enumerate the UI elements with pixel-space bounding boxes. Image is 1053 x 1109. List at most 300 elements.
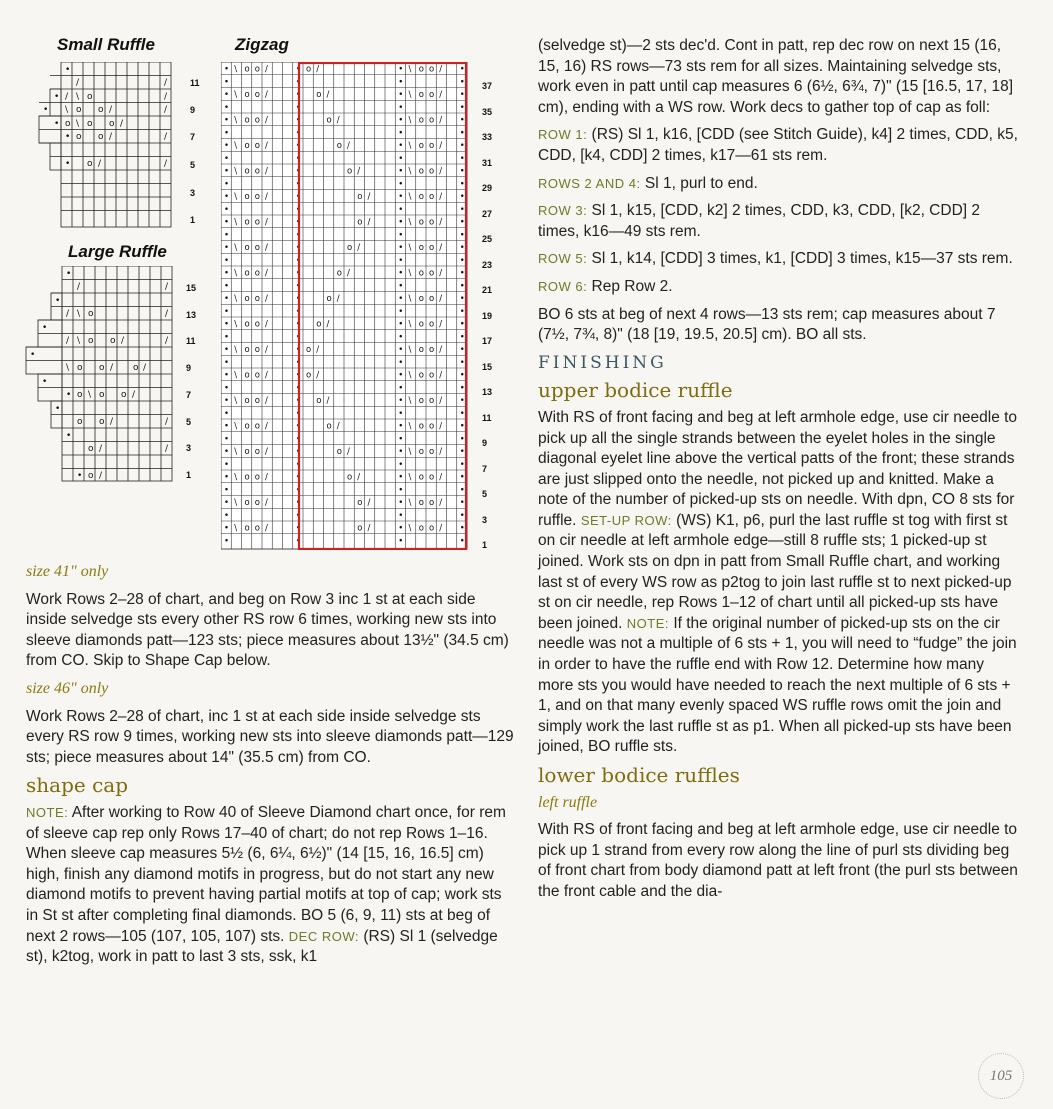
cont-text: (selvedge st)—2 sts dec'd. Cont in patt, rep dec row on next 15 (16, 15, 16) RS rows—73 sts rem for all sizes. Maintaining selvedge sts, work even in patt until cap measures 6 (6½, 6¾, 7)" (15 [16.5, 17, 18] cm), ending with a WS row. Work decs to gather top of cap as foll:	[538, 37, 1014, 116]
svg-text:o: o	[254, 421, 260, 432]
svg-text:/: /	[265, 192, 268, 202]
svg-text:o: o	[87, 92, 93, 102]
svg-text:•: •	[398, 421, 404, 432]
svg-text:/: /	[439, 268, 443, 279]
svg-text:/: /	[439, 370, 443, 381]
svg-text:/: /	[265, 319, 268, 330]
svg-text:•: •	[398, 306, 404, 317]
svg-text:o: o	[418, 498, 424, 508]
svg-text:•: •	[459, 536, 465, 547]
svg-text:•: •	[224, 128, 230, 139]
svg-text:•: •	[459, 90, 465, 100]
svg-text:\: \	[408, 166, 412, 177]
svg-text:\: \	[88, 390, 92, 400]
row-number: 9	[186, 363, 192, 373]
svg-text:•: •	[398, 472, 404, 483]
svg-text:o: o	[77, 363, 83, 373]
row-number: 5	[190, 160, 196, 170]
svg-text:o: o	[336, 141, 342, 151]
row-number: 29	[482, 183, 493, 193]
svg-text:/: /	[326, 319, 330, 330]
svg-text:/: /	[439, 319, 443, 330]
row-number: 27	[482, 208, 493, 219]
svg-text:•: •	[459, 319, 465, 330]
svg-text:•: •	[459, 230, 465, 241]
upper-ruffle-heading: upper bodice ruffle	[538, 378, 733, 403]
svg-text:o: o	[76, 105, 82, 115]
svg-text:/: /	[76, 78, 80, 88]
svg-text:o: o	[121, 390, 127, 400]
svg-text:\: \	[234, 217, 238, 228]
row6-instruction	[538, 277, 1022, 298]
svg-text:•: •	[398, 332, 404, 343]
svg-text:/: /	[347, 447, 350, 457]
row-number: 17	[482, 336, 493, 346]
upper-text-part2: (WS) K1, p6, purl the last ruffle st tog with first st on cir needle at left armhole edge—still 8 ruffle sts; 1 picked-up st joined. Work sts on dpn in patt from Small Ruffle chart, and working last st of every WS row as p2tog to join last ruffle st to next picked-up st on cir needle, rep Rows 1–12 of chart until all picked-up sts have been joined.	[538, 511, 1012, 632]
svg-text:o: o	[254, 166, 260, 177]
row5-text: Sl 1, k14, [CDD] 3 times, k1, [CDD] 3 times, k15—37 sts rem.	[591, 250, 1013, 268]
svg-text:o: o	[418, 396, 424, 406]
svg-text:\: \	[234, 64, 238, 75]
svg-text:•: •	[398, 345, 404, 355]
svg-text:•: •	[295, 472, 301, 483]
svg-text:/: /	[336, 115, 340, 126]
svg-text:/: /	[164, 92, 168, 102]
svg-text:/: /	[265, 523, 268, 534]
row-number: 11	[186, 336, 196, 346]
svg-text:\: \	[76, 119, 80, 129]
svg-text:•: •	[295, 243, 301, 253]
svg-text:/: /	[109, 105, 113, 115]
svg-text:o: o	[418, 166, 424, 177]
row-number: 9	[190, 105, 196, 115]
svg-text:o: o	[244, 90, 250, 100]
svg-text:o: o	[254, 498, 260, 508]
svg-text:/: /	[326, 90, 330, 100]
svg-text:o: o	[357, 217, 363, 228]
svg-text:•: •	[398, 255, 404, 266]
note-label: NOTE:	[26, 804, 69, 820]
svg-text:o: o	[77, 417, 83, 427]
svg-text:•: •	[398, 485, 404, 496]
svg-text:•: •	[43, 105, 49, 115]
svg-text:/: /	[132, 390, 136, 400]
svg-text:•: •	[224, 77, 230, 88]
svg-text:o: o	[244, 192, 250, 202]
upper-ruffle-text	[538, 408, 1022, 758]
svg-text:•: •	[459, 102, 465, 113]
svg-text:\: \	[408, 192, 412, 202]
svg-text:o: o	[254, 345, 260, 355]
svg-text:/: /	[109, 132, 113, 142]
svg-text:•: •	[54, 119, 60, 129]
svg-text:•: •	[398, 536, 404, 547]
svg-text:•: •	[459, 510, 465, 521]
svg-text:•: •	[398, 447, 404, 457]
svg-text:o: o	[244, 268, 250, 279]
svg-text:•: •	[398, 294, 404, 304]
svg-text:/: /	[164, 78, 168, 88]
svg-text:o: o	[429, 396, 435, 406]
svg-text:/: /	[265, 472, 268, 483]
svg-text:/: /	[265, 294, 268, 304]
svg-text:o: o	[429, 141, 435, 151]
svg-text:•: •	[459, 523, 465, 534]
small-ruffle-chart	[36, 62, 172, 228]
svg-text:o: o	[429, 319, 435, 330]
upper-text-part1: With RS of front facing and beg at left armhole edge, use cir needle to pick up all the single strands between the eyelet holes in the single diagonal eyelet line above the vertical patts of the front; these strands are just slipped onto the needle, not picked up and knitted. Make a note of the number of picked-up sts on needle. With dpn, CO 8 sts for ruffle.	[538, 408, 1018, 529]
svg-text:\: \	[408, 90, 412, 100]
svg-text:\: \	[408, 294, 412, 304]
svg-text:/: /	[265, 90, 268, 100]
svg-text:o: o	[418, 447, 424, 457]
svg-text:•: •	[224, 345, 230, 355]
svg-text:\: \	[234, 90, 238, 100]
svg-text:•: •	[459, 357, 465, 368]
svg-text:/: /	[439, 115, 443, 126]
svg-text:\: \	[408, 64, 412, 75]
svg-text:/: /	[164, 159, 168, 169]
row1-text: (RS) Sl 1, k16, [CDD (see Stitch Guide), k4] 2 times, CDD, k5, CDD, [k4, CDD] 2 times, k17—61 sts rem.	[538, 126, 1018, 164]
svg-text:•: •	[295, 332, 301, 343]
svg-text:\: \	[408, 243, 412, 253]
svg-text:\: \	[234, 370, 238, 381]
svg-text:•: •	[55, 404, 61, 414]
svg-text:•: •	[295, 536, 301, 547]
svg-text:•: •	[295, 408, 301, 419]
svg-text:o: o	[244, 447, 250, 457]
svg-text:o: o	[88, 471, 94, 481]
svg-text:o: o	[244, 115, 250, 126]
svg-text:o: o	[244, 294, 250, 304]
row-number: 33	[482, 132, 493, 142]
svg-text:\: \	[234, 523, 238, 534]
upper-text-part3: If the original number of picked-up sts on the cir needle was not a multiple of 6 sts + 1, you will need to “fudge” the join in order to have the ruffle end with Row 12. Determine how many more sts you would have needed to reach the next multiple of 6 sts + 1, and on that many evenly spaced WS ruffle rows omit the join and simply work the last ruffle st as p1. When all picked-up sts have been joined, BO ruffle sts.	[538, 614, 1017, 756]
svg-text:o: o	[418, 268, 424, 279]
svg-text:•: •	[459, 459, 465, 470]
svg-text:•: •	[459, 255, 465, 266]
row3-label: ROW 3:	[538, 203, 588, 219]
svg-text:•: •	[398, 319, 404, 330]
svg-text:•: •	[65, 132, 71, 142]
svg-text:•: •	[459, 64, 465, 75]
svg-text:o: o	[429, 64, 435, 75]
svg-text:•: •	[224, 217, 230, 228]
row6-text: Rep Row 2.	[591, 277, 673, 295]
svg-text:o: o	[316, 396, 322, 406]
svg-text:•: •	[224, 536, 230, 547]
svg-text:•: •	[459, 421, 465, 432]
svg-text:o: o	[254, 64, 260, 75]
svg-text:•: •	[398, 459, 404, 470]
svg-text:/: /	[367, 498, 371, 508]
svg-text:\: \	[77, 336, 81, 346]
svg-text:/: /	[439, 345, 443, 355]
svg-text:/: /	[165, 444, 169, 454]
svg-text:\: \	[234, 472, 238, 483]
svg-text:•: •	[295, 523, 301, 534]
row3-instruction	[538, 201, 1022, 242]
svg-text:\: \	[234, 498, 238, 508]
size41-heading: size 41" only	[26, 563, 109, 580]
svg-text:•: •	[42, 323, 48, 333]
row-number: 9	[482, 438, 488, 448]
svg-text:•: •	[42, 377, 48, 387]
row6-label: ROW 6:	[538, 278, 588, 294]
dec-row-text: (RS) Sl 1 (selvedge st), k2tog, work in patt to last 3 sts, ssk, k1	[26, 927, 498, 966]
svg-text:o: o	[429, 90, 435, 100]
svg-text:•: •	[398, 268, 404, 279]
svg-text:•: •	[224, 166, 230, 177]
svg-text:o: o	[254, 523, 260, 534]
svg-text:o: o	[110, 336, 116, 346]
svg-text:\: \	[408, 217, 412, 228]
svg-text:•: •	[295, 345, 301, 355]
svg-text:o: o	[254, 268, 260, 279]
svg-text:o: o	[244, 523, 250, 534]
note-label-2: NOTE:	[626, 615, 670, 631]
svg-text:o: o	[244, 345, 250, 355]
svg-text:•: •	[295, 434, 301, 445]
svg-text:•: •	[295, 485, 301, 496]
svg-text:o: o	[336, 268, 342, 279]
svg-text:o: o	[418, 115, 424, 126]
svg-text:/: /	[77, 282, 81, 292]
svg-text:\: \	[234, 294, 238, 304]
svg-text:\: \	[408, 472, 412, 483]
svg-text:o: o	[429, 294, 435, 304]
svg-text:•: •	[66, 269, 72, 279]
svg-text:o: o	[244, 421, 250, 432]
row-number: 37	[482, 81, 493, 91]
svg-text:/: /	[265, 141, 268, 151]
svg-text:•: •	[295, 383, 301, 394]
svg-text:•: •	[55, 296, 61, 306]
svg-text:o: o	[254, 294, 260, 304]
svg-text:•: •	[224, 192, 230, 202]
svg-text:•: •	[295, 64, 301, 75]
svg-text:•: •	[398, 498, 404, 508]
svg-text:•: •	[398, 64, 404, 75]
svg-text:/: /	[165, 309, 169, 319]
svg-text:/: /	[439, 166, 443, 177]
svg-text:o: o	[254, 141, 260, 151]
svg-text:/: /	[439, 498, 443, 508]
svg-text:/: /	[439, 243, 443, 253]
svg-text:\: \	[65, 105, 69, 115]
left-text-column	[26, 562, 514, 975]
svg-text:\: \	[234, 268, 238, 279]
setup-label: SET-UP ROW:	[580, 512, 672, 528]
svg-text:•: •	[398, 102, 404, 113]
svg-text:•: •	[459, 472, 465, 483]
svg-text:•: •	[398, 243, 404, 253]
svg-text:•: •	[224, 408, 230, 419]
svg-text:•: •	[398, 128, 404, 139]
row-number: 3	[482, 514, 488, 525]
svg-text:•: •	[224, 357, 230, 368]
svg-text:\: \	[408, 421, 412, 432]
size46-text: Work Rows 2–28 of chart, inc 1 st at each side inside selvedge sts every RS row 9 times, working new sts into sleeve diamonds patt—129 sts; piece measures about 14" (35.5 cm) from CO.	[26, 707, 514, 766]
svg-text:/: /	[66, 309, 70, 319]
svg-text:•: •	[459, 115, 465, 126]
svg-text:\: \	[234, 319, 238, 330]
svg-text:/: /	[439, 472, 443, 483]
svg-text:o: o	[418, 370, 424, 381]
row-number: 5	[482, 489, 488, 499]
svg-text:•: •	[295, 294, 301, 304]
zigzag-chart	[221, 62, 471, 550]
svg-text:•: •	[295, 510, 301, 521]
svg-text:•: •	[224, 383, 230, 394]
svg-text:\: \	[76, 92, 80, 102]
svg-text:o: o	[418, 64, 424, 75]
svg-text:o: o	[347, 243, 353, 253]
large-ruffle-title: Large Ruffle	[68, 242, 167, 261]
svg-text:/: /	[367, 192, 371, 202]
svg-text:•: •	[224, 294, 230, 304]
svg-text:•: •	[398, 204, 404, 215]
svg-text:•: •	[224, 268, 230, 279]
row5-instruction	[538, 249, 1022, 270]
svg-text:/: /	[367, 523, 371, 534]
svg-text:•: •	[295, 421, 301, 432]
svg-text:•: •	[398, 179, 404, 190]
svg-text:•: •	[459, 243, 465, 253]
svg-text:•: •	[459, 383, 465, 394]
svg-text:o: o	[347, 472, 353, 483]
svg-text:•: •	[224, 319, 230, 330]
right-text-column	[538, 36, 1022, 910]
svg-text:•: •	[224, 255, 230, 266]
svg-text:o: o	[418, 294, 424, 304]
svg-text:•: •	[459, 179, 465, 190]
svg-text:•: •	[224, 421, 230, 432]
svg-text:/: /	[164, 105, 168, 115]
svg-text:o: o	[418, 90, 424, 100]
row-number: 15	[482, 361, 493, 372]
svg-text:•: •	[398, 90, 404, 100]
svg-text:•: •	[295, 115, 301, 126]
svg-text:o: o	[306, 64, 312, 75]
svg-text:/: /	[165, 336, 169, 346]
svg-text:\: \	[408, 447, 412, 457]
rows24-instruction	[538, 174, 1022, 195]
svg-text:/: /	[165, 417, 169, 427]
svg-text:•: •	[398, 357, 404, 368]
svg-text:\: \	[408, 370, 412, 381]
svg-text:•: •	[459, 77, 465, 88]
svg-text:/: /	[439, 421, 443, 432]
svg-text:•: •	[224, 204, 230, 215]
row-number: 23	[482, 259, 493, 270]
svg-text:•: •	[65, 65, 71, 75]
svg-text:/: /	[65, 92, 69, 102]
svg-text:o: o	[429, 243, 435, 253]
page-number: 105	[978, 1053, 1024, 1099]
svg-text:\: \	[234, 396, 238, 406]
svg-text:o: o	[244, 370, 250, 381]
svg-text:\: \	[234, 421, 238, 432]
svg-text:•: •	[295, 396, 301, 406]
svg-text:/: /	[439, 141, 443, 151]
svg-text:\: \	[408, 345, 412, 355]
row-number: 35	[482, 106, 493, 117]
svg-text:/: /	[439, 90, 443, 100]
svg-text:•: •	[224, 498, 230, 508]
svg-text:•: •	[295, 370, 301, 381]
svg-text:o: o	[429, 421, 435, 432]
svg-text:/: /	[347, 268, 350, 279]
svg-text:o: o	[244, 141, 250, 151]
svg-text:•: •	[459, 204, 465, 215]
svg-text:o: o	[87, 159, 93, 169]
svg-text:o: o	[429, 498, 435, 508]
zigzag-title: Zigzag	[235, 35, 289, 54]
svg-text:o: o	[429, 447, 435, 457]
svg-text:•: •	[459, 217, 465, 228]
svg-text:\: \	[408, 268, 412, 279]
row-number: 15	[186, 283, 197, 293]
svg-text:•: •	[398, 141, 404, 151]
svg-text:/: /	[265, 396, 268, 406]
svg-text:•: •	[295, 217, 301, 228]
svg-text:/: /	[99, 471, 103, 481]
row-number: 3	[190, 188, 196, 198]
svg-text:/: /	[99, 444, 103, 454]
svg-text:•: •	[295, 192, 301, 202]
svg-text:/: /	[439, 447, 443, 457]
svg-text:•: •	[224, 510, 230, 521]
svg-text:o: o	[98, 132, 104, 142]
svg-text:/: /	[265, 64, 268, 75]
svg-text:o: o	[429, 345, 435, 355]
svg-text:•: •	[459, 485, 465, 496]
svg-text:o: o	[326, 294, 332, 304]
svg-text:o: o	[76, 132, 82, 142]
svg-text:/: /	[316, 370, 320, 381]
svg-text:•: •	[398, 383, 404, 394]
svg-text:/: /	[439, 192, 443, 202]
svg-text:•: •	[398, 192, 404, 202]
svg-text:•: •	[224, 396, 230, 406]
svg-text:/: /	[165, 282, 169, 292]
svg-text:•: •	[398, 523, 404, 534]
svg-text:o: o	[254, 115, 260, 126]
svg-text:•: •	[459, 408, 465, 419]
svg-text:•: •	[398, 408, 404, 419]
svg-text:•: •	[295, 447, 301, 457]
svg-text:o: o	[244, 396, 250, 406]
row-number: 19	[482, 310, 493, 321]
svg-text:o: o	[306, 345, 312, 355]
svg-text:o: o	[316, 90, 322, 100]
svg-text:\: \	[234, 115, 238, 126]
svg-text:o: o	[77, 390, 83, 400]
svg-text:/: /	[265, 243, 268, 253]
svg-text:/: /	[265, 166, 268, 177]
svg-text:•: •	[459, 396, 465, 406]
svg-text:/: /	[336, 421, 340, 432]
svg-text:•: •	[459, 166, 465, 177]
svg-text:•: •	[295, 268, 301, 279]
svg-text:\: \	[408, 115, 412, 126]
svg-text:/: /	[265, 268, 268, 279]
svg-text:\: \	[234, 192, 238, 202]
svg-text:•: •	[459, 447, 465, 457]
shape-cap-heading: shape cap	[26, 773, 128, 798]
row3-text: Sl 1, k15, [CDD, k2] 2 times, CDD, k3, CDD, [k2, CDD] 2 times, k16—49 sts rem.	[538, 202, 981, 240]
